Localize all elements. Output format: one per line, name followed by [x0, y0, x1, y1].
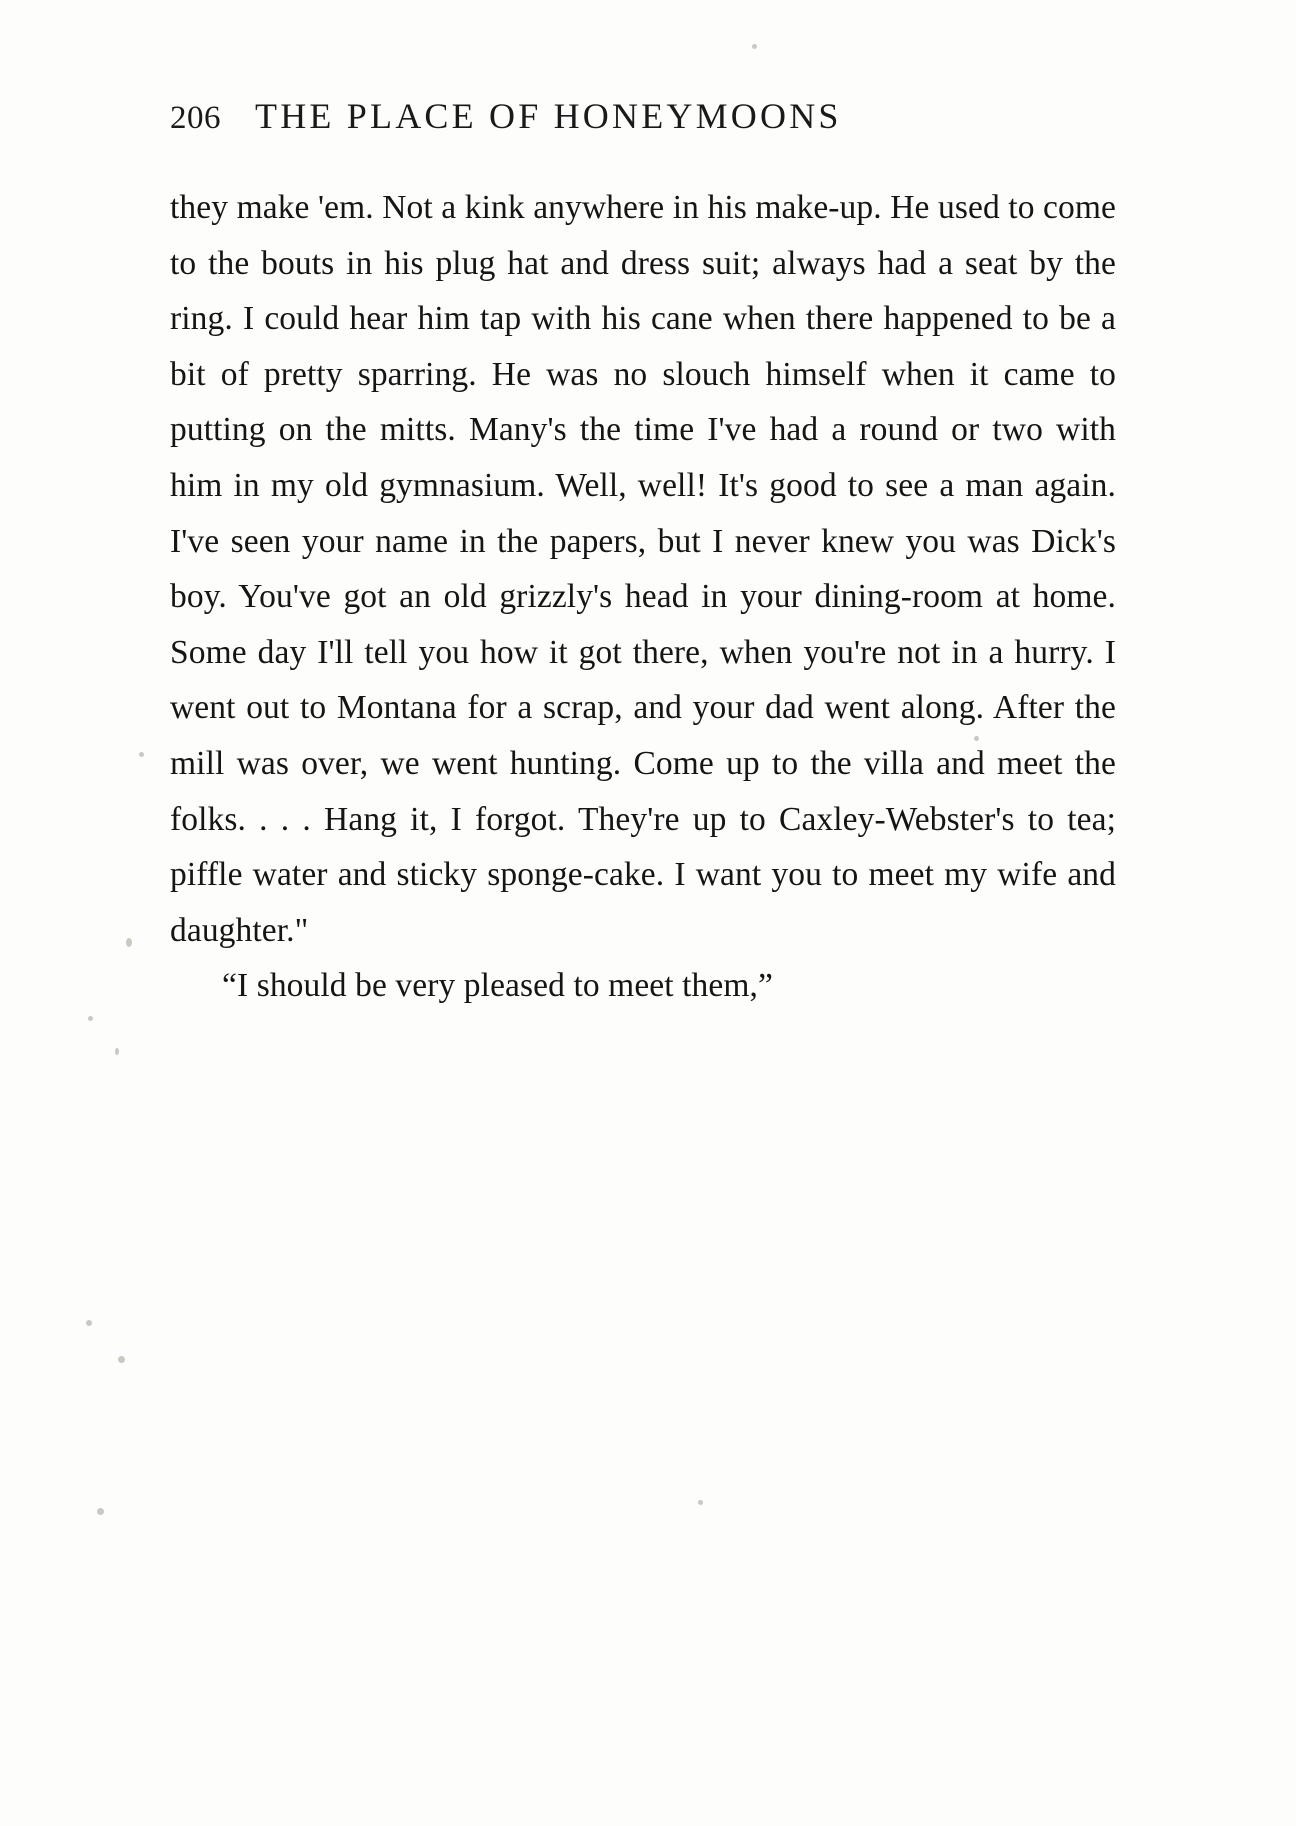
page-header [170, 95, 1126, 137]
page-speck-icon [97, 1508, 104, 1515]
page-body [170, 180, 1116, 1014]
running-title: THE PLACE OF HONEYMOONS [255, 96, 842, 136]
page-speck-icon [88, 1016, 93, 1021]
page-speck-icon [698, 1500, 703, 1505]
page-speck-icon [139, 752, 144, 757]
page-speck-icon [752, 44, 757, 49]
page-speck-icon [115, 1048, 119, 1055]
paragraph-dialogue: “I should be very pleased to meet them,” [222, 967, 773, 1005]
page-speck-icon [974, 736, 979, 741]
page-speck-icon [126, 938, 132, 947]
paragraph-continuation: they make 'em. Not a kink anywhere in his make-up. He used to come to the bouts in his plug hat and dress suit; always had a seat by the ring. I could hear him tap with his cane when there happened to be a bit of pretty sparring. He was no slouch himself when it came to putting on the mitts. Many's the time I've had a round or two with him in my old gymnasium. Well, well! It's good to see a man again. I've seen your name in the papers, but I never knew you was Dick's boy. You've got an old grizzly's head in your dining-room at home. Some day I'll tell you how it got there, when you're not in a hurry. I went out to Montana for a scrap, and your dad went along. After the mill was over, we went hunting. Come up to the villa and meet the folks. . . . Hang it, I forgot. They're up to Caxley-Webster's to tea; piffle water and sticky sponge-cake. I want you to meet my wife and daughter." [170, 189, 1116, 949]
page-speck-icon [86, 1320, 92, 1326]
page-number: 206 [170, 100, 221, 136]
page-speck-icon [118, 1356, 125, 1363]
